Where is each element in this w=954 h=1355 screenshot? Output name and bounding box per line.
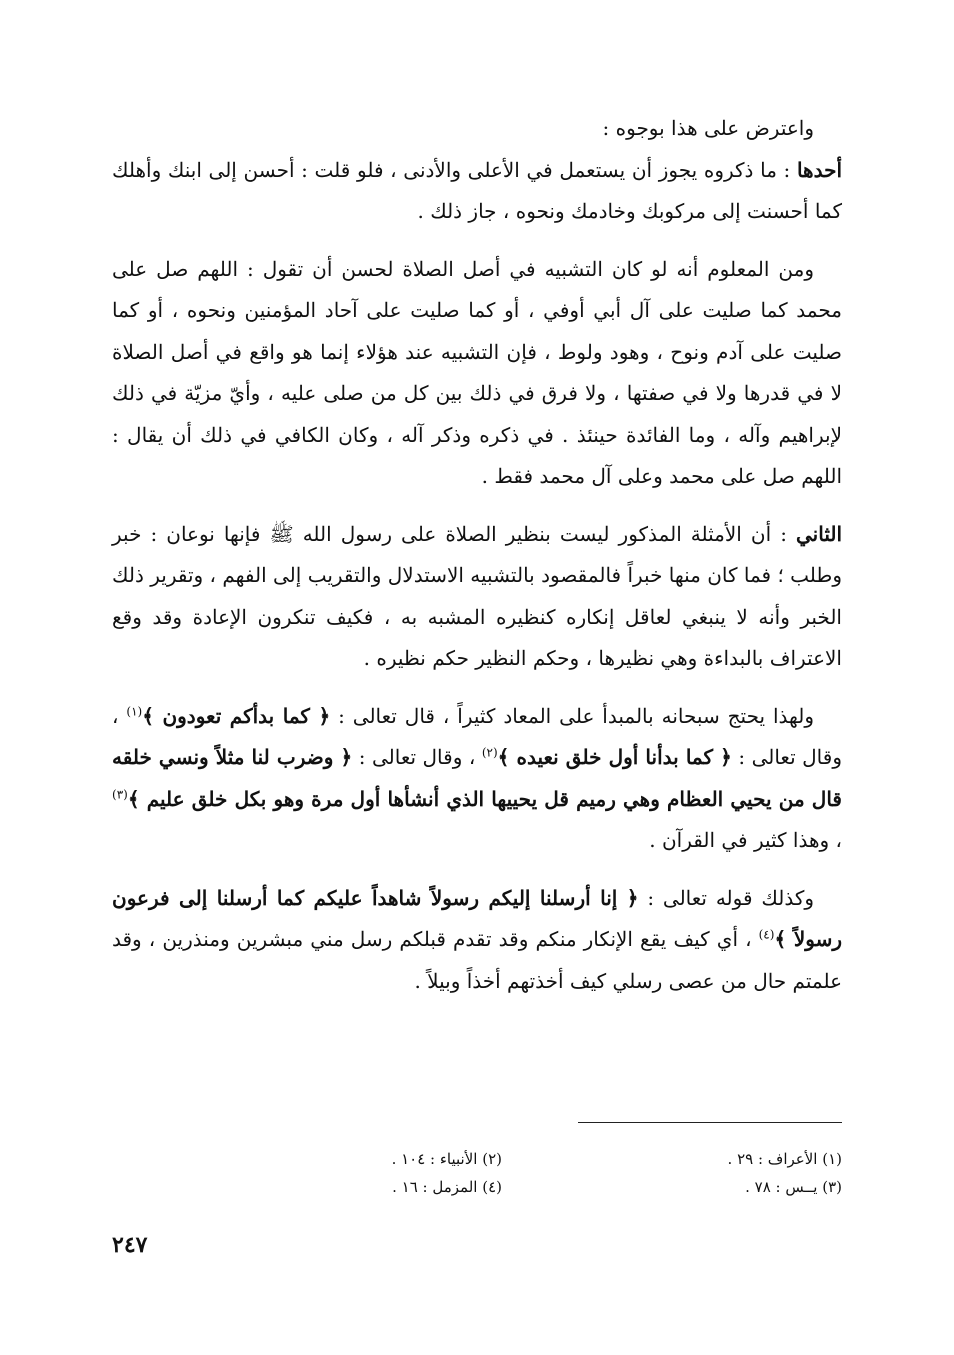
main-text <box>112 108 842 1002</box>
footnote-row <box>112 1145 842 1173</box>
footnote-ref-4: (٤) <box>758 927 775 942</box>
quran-verse-4: ﴿ إنا أرسلنا إليكم رسولاً شاهداً عليكم كما أرسلنا إلى فرعون رسولاً ﴾ <box>112 885 842 951</box>
intro-text: واعترض على هذا بوجوه : <box>602 116 814 140</box>
quran-verse-3: ﴿ وضرب لنا مثلاً ونسي خلقه قال من يحيي العظام وهي رميم قل يحييها الذي أنشأها أول مرة وهو بكل خلق عليم ﴾ <box>112 745 842 811</box>
footnote-ref-2: (٢) <box>481 745 498 760</box>
footnote-separator <box>578 1122 842 1123</box>
paragraph-intro <box>112 108 842 150</box>
paragraph-first-objection <box>112 150 842 233</box>
paragraph-likewise <box>112 878 842 1003</box>
paragraph-origin-return <box>112 696 842 862</box>
origin-text-b: ، وقال تعالى : <box>112 703 842 769</box>
likewise-text-b: ، أي كيف يقع الإنكار منكم وقد تقدم قبلكم رسل مني مبشرين ومنذرين ، وقد علمتم حال من عصى رسلي كيف أخذتهم أخذاً وبيلاً . <box>112 927 842 993</box>
footnote-row <box>112 1173 842 1201</box>
footnote-4: (٤) المزمل : ١٦ . <box>392 1178 502 1196</box>
likewise-text-a: وكذلك قوله تعالى : <box>638 885 814 910</box>
footnote-ref-1: (١) <box>126 703 143 718</box>
known-text: ومن المعلوم أنه لو كان التشبيه في أصل الصلاة لحسن أن تقول : اللهم صل على محمد كما صليت على آل أبي أوفي ، أو كما صليت على آحاد المؤمنين ونحوه ، أو كما صليت على آدم ونوح ، وهود ولوط ، فإن التشبيه عند هؤلاء إنما هو واقع في أصل الصلاة لا في قدرها ولا في صفتها ، ولا فرق في ذلك بين كل من صلى عليه ، وأيّ مزيّة في ذلك لإبراهيم وآله ، وما الفائدة حينئذ . في ذكره وذكر آله ، وكان الكافي في ذلك أن يقال : اللهم صل على محمد وعلى آل محمد فقط . <box>112 256 842 488</box>
first-text: : ما ذكروه يجوز أن يستعمل في الأعلى والأدنى ، فلو قلت : أحسن إلى ابنك وأهلك كما أحسنت إلى مركوبك وخادمك ونحوه ، جاز ذلك . <box>112 157 842 223</box>
origin-text-c: ، وقال تعالى : <box>352 745 482 769</box>
footnote-3: (٣) يــس : ٧٨ . <box>745 1178 842 1196</box>
first-heading: أحدها <box>796 157 842 182</box>
quran-verse-1: ﴿ كما بدأكم تعودون ﴾ <box>142 703 331 728</box>
origin-text-a: ولهذا يحتج سبحانه بالمبدأ على المعاد كثيراً ، قال تعالى : <box>330 703 815 728</box>
second-heading: الثاني <box>795 521 842 546</box>
page-number: ٢٤٧ <box>112 1232 148 1258</box>
quran-verse-2: ﴿ كما بدأنا أول خلق نعيده ﴾ <box>497 745 732 769</box>
paragraph-known <box>112 249 842 498</box>
footnote-ref-3: (٣) <box>112 786 128 801</box>
footnotes <box>112 1145 842 1201</box>
origin-text-d: ، وهذا كثير في القرآن . <box>649 828 842 852</box>
paragraph-second-objection <box>112 514 842 680</box>
footnote-1: (١) الأعراف : ٢٩ . <box>727 1150 842 1168</box>
second-text: : أن الأمثلة المذكور ليست بنظير الصلاة على رسول الله ﷺ فإنها نوعان : خبر وطلب ؛ فما كان منها خبراً فالمقصود بالتشبيه الاستدلال والتقريب إلى الفهم ، وتقرير ذلك الخبر وأنه لا ينبغي لعاقل إنكاره كنظيره المشبه به ، فكيف تنكرون الإعادة وقد وقع الاعتراف بالبداءة وهي نظيرها ، وحكم النظير حكم نظيره . <box>112 521 842 670</box>
footnote-2: (٢) الأنبياء : ١٠٤ . <box>391 1150 502 1168</box>
